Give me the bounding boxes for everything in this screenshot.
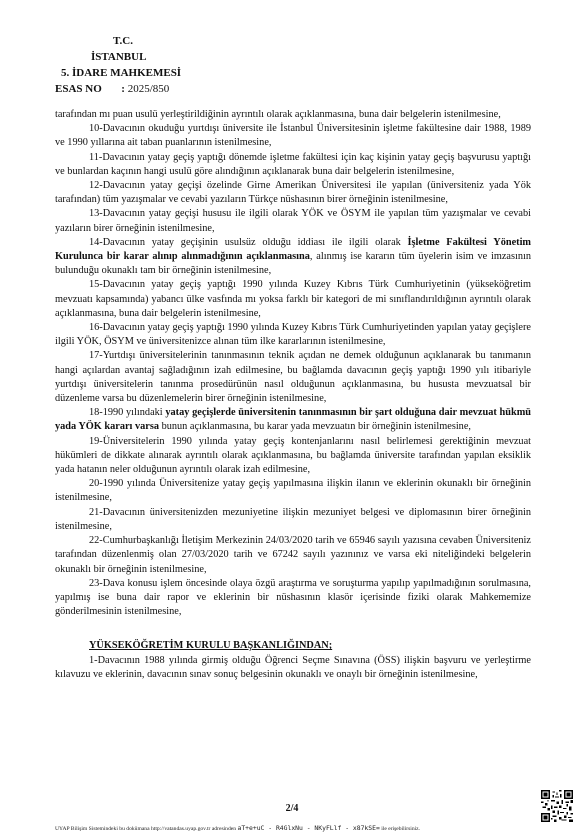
paragraph-text-segment: 19-Üniversitelerin 1990 yılında yatay geçiş kontenjanlarını nasıl belirlemesi gerektiğinin mevzuat hükümleri de dikkate alınarak ayrıntılı olarak açıklanmasına, bu bağlamda üniversite tarafından yapılan eksiklik yada hatanın neler olduğunun ayrıntılı olarak izah edilmesine, [55,435,531,476]
paragraph-13 [55,506,531,534]
qr-code-icon [541,790,573,822]
header-city: İSTANBUL [91,51,147,63]
paragraph-text-segment: bunun açıklanmasına, bu karar yada mevzuatın bir örneğinin istenilmesine, [159,421,471,433]
paragraph-text-segment: 13-Davacının yatay geçişi hususu ile ilgili olarak YÖK ve ÖSYM ile yapılan tüm yazışmalar ve cevabi yazıların birer örneğinin istenilmesine, [55,208,531,234]
paragraph-text-segment: 21-Davacının üniversitenizden mezuniyetine ilişkin mezuniyet belgesi ve diplomasının birer örneğinin istenilmesine, [55,506,531,532]
header-tc: T.C. [113,35,133,47]
paragraph-text-segment: 20-1990 yılında Üniversitenize yatay geçiş yapılmasına ilişkin ilanın ve eklerinin okunaklı bir örneğinin istenilmesine, [55,478,531,504]
paragraph-text-segment: , alınmış ise kararın tüm üyelerin isim ve imzasının bulunduğu okunaklı tam bir örneğinin istenilmesine, [55,251,531,277]
esas-value: 2025/850 [127,83,170,95]
paragraph-4 [55,179,531,207]
paragraph-7 [55,278,531,321]
section-title: YÜKSEKÖĞRETİM KURULU BAŞKANLIĞINDAN; [89,640,333,652]
paragraph-text-segment: İşletme Fakültesi Yönetim Kurulunca bir karar alınıp alınmadığının açıklanmasına [55,236,532,263]
paragraph-2 [55,122,531,150]
paragraph-14 [55,534,531,577]
paragraph-text-segment: 14-Davacının yatay geçişinin usulsüz olduğu iddiası ile ilgili olarak [89,236,408,248]
document-body [55,108,531,682]
paragraph-text-segment: 22-Cumhurbaşkanlığı İletişim Merkezinin 24/03/2020 tarih ve 65946 sayılı yazısına cevaben Üniversiteniz tarafından düzenlenmiş olan 27/03/2020 tarih ve 67242 sayılı yazınınız ve varsa eki niteliğindeki belgelerin okunaklı bir örneğinin istenilmesine, [55,535,531,575]
paragraph-text-segment: 16-Davacının yatay geçiş yaptığı 1990 yılında Kuzey Kıbrıs Türk Cumhuriyetinden yapılan yatay geçişlere ilgili YÖK, ÖSYM ve üniversitenizce alınan tüm ilke kararlarının istenilmesine, [55,322,531,348]
header-esas-no [55,81,181,97]
paragraph-text-segment: 1-Davacının 1988 yılında girmiş olduğu Öğrenci Seçme Sınavına (ÖSS) ilişkin başvuru ve yerleştirme kılavuzu ve eklerinin, davacının sınav sonuç belgesinin okunaklı ve onaylı bir örneğinin istenilmesine, [55,654,531,680]
paragraph-text-segment: 18-1990 yılındaki [89,407,166,419]
footer-access-code: aT+e+uC - R4GlxNu - NKyFLlf - x87kSE= [237,824,380,832]
esas-separator: : [121,83,125,95]
esas-label: ESAS NO [55,83,102,95]
paragraph-text-segment: 10-Davacının okuduğu yurtdışı üniversite ile İstanbul Üniversitesinin işletme fakültesine dair 1988, 1989 ve 1990 yıllarına ait taban puanlarının istenilmesine, [55,123,531,149]
paragraph-3 [55,151,531,179]
paragraph-11 [55,435,531,478]
paragraph-text-segment: 17-Yurtdışı üniversitelerinin tanınmasının teknik açıdan ne demek olduğunun açıklanarak bu tanımanın hangi açılardan avantaj sağladığının izah edilmesine, bu bağlamda davacının geçiş yaptığı 1990 yılı itibariyle yurtdışı üniversitelerin tanınma prosedürünün nasıl olduğunun açıklanmasına, bu hususta mevzuatsal bir düzenleme varsa bu düzenlemelerin birer örneğinin istenilmesine, [55,350,531,405]
paragraph-text-segment: 12-Davacının yatay geçişi özelinde Girne Amerikan Üniversitesi ile yapılan (üniversiteniz yada Yök tarafından) tüm yazışmalar ve cevabi yazıların Türkçe nüshasının birer örneğinin istenilmesine, [55,180,531,206]
uyap-footer [55,824,420,832]
paragraph-1 [55,108,531,122]
paragraph-12 [55,477,531,505]
page-number: 2/4 [285,803,299,814]
section-paragraph-1 [55,654,531,682]
paragraph-text-segment: tarafından mı puan usulü yerleştirildiğinin ayrıntılı olarak açıklanmasına, buna dair belgelerin istenilmesine, [55,109,501,120]
paragraph-5 [55,207,531,235]
paragraph-10 [55,406,531,434]
paragraph-9 [55,349,531,406]
paragraph-6 [55,236,531,279]
footer-suffix: ile erişebilirsiniz. [381,826,421,832]
paragraph-15 [55,577,531,620]
header-court: 5. İDARE MAHKEMESİ [61,67,182,79]
paragraph-text-segment: 15-Davacının yatay geçiş yaptığı 1990 yılında Kuzey Kıbrıs Türk Cumhuriyetinin (yükseköğretim mevzuatı kapsamında) yabancı ülke vasfında mı yoksa farklı bir kategori de mi sınıflandırıldığının ayrıntılı olarak açıklanmasına, buna dair belgelerin istenilmesine, [55,279,531,319]
paragraph-8 [55,321,531,349]
paragraph-text-segment: yatay geçişlerde üniversitenin tanınmasının bir şart olduğuna dair mevzuat hükmü yada YÖK kararı varsa [55,407,532,433]
paragraph-text-segment: 11-Davacının yatay geçiş yaptığı dönemde işletme fakültesi için kaç kişinin yatay geçiş başvurusu yaptığı ve bunlardan kaçının hangi usulü göre alındığının açıklanarak buna dair belgelerin istenilmesine, [55,151,531,177]
paragraph-text-segment: 23-Dava konusu işlem öncesinde olaya özgü araştırma ve soruşturma yapılıp yapılmadığının sorulmasına, yapılmış ise buna dair rapor ve eklerinin bir nüshasının klasör içerisinde fiziki olarak Mahkememize gönderilmesinin istenilmesine, [55,577,531,618]
footer-prefix: UYAP Bilişim Sistemindeki bu dokümana http://vatandas.uyap.gov.tr adresinden [55,826,237,832]
document-header [55,33,181,97]
